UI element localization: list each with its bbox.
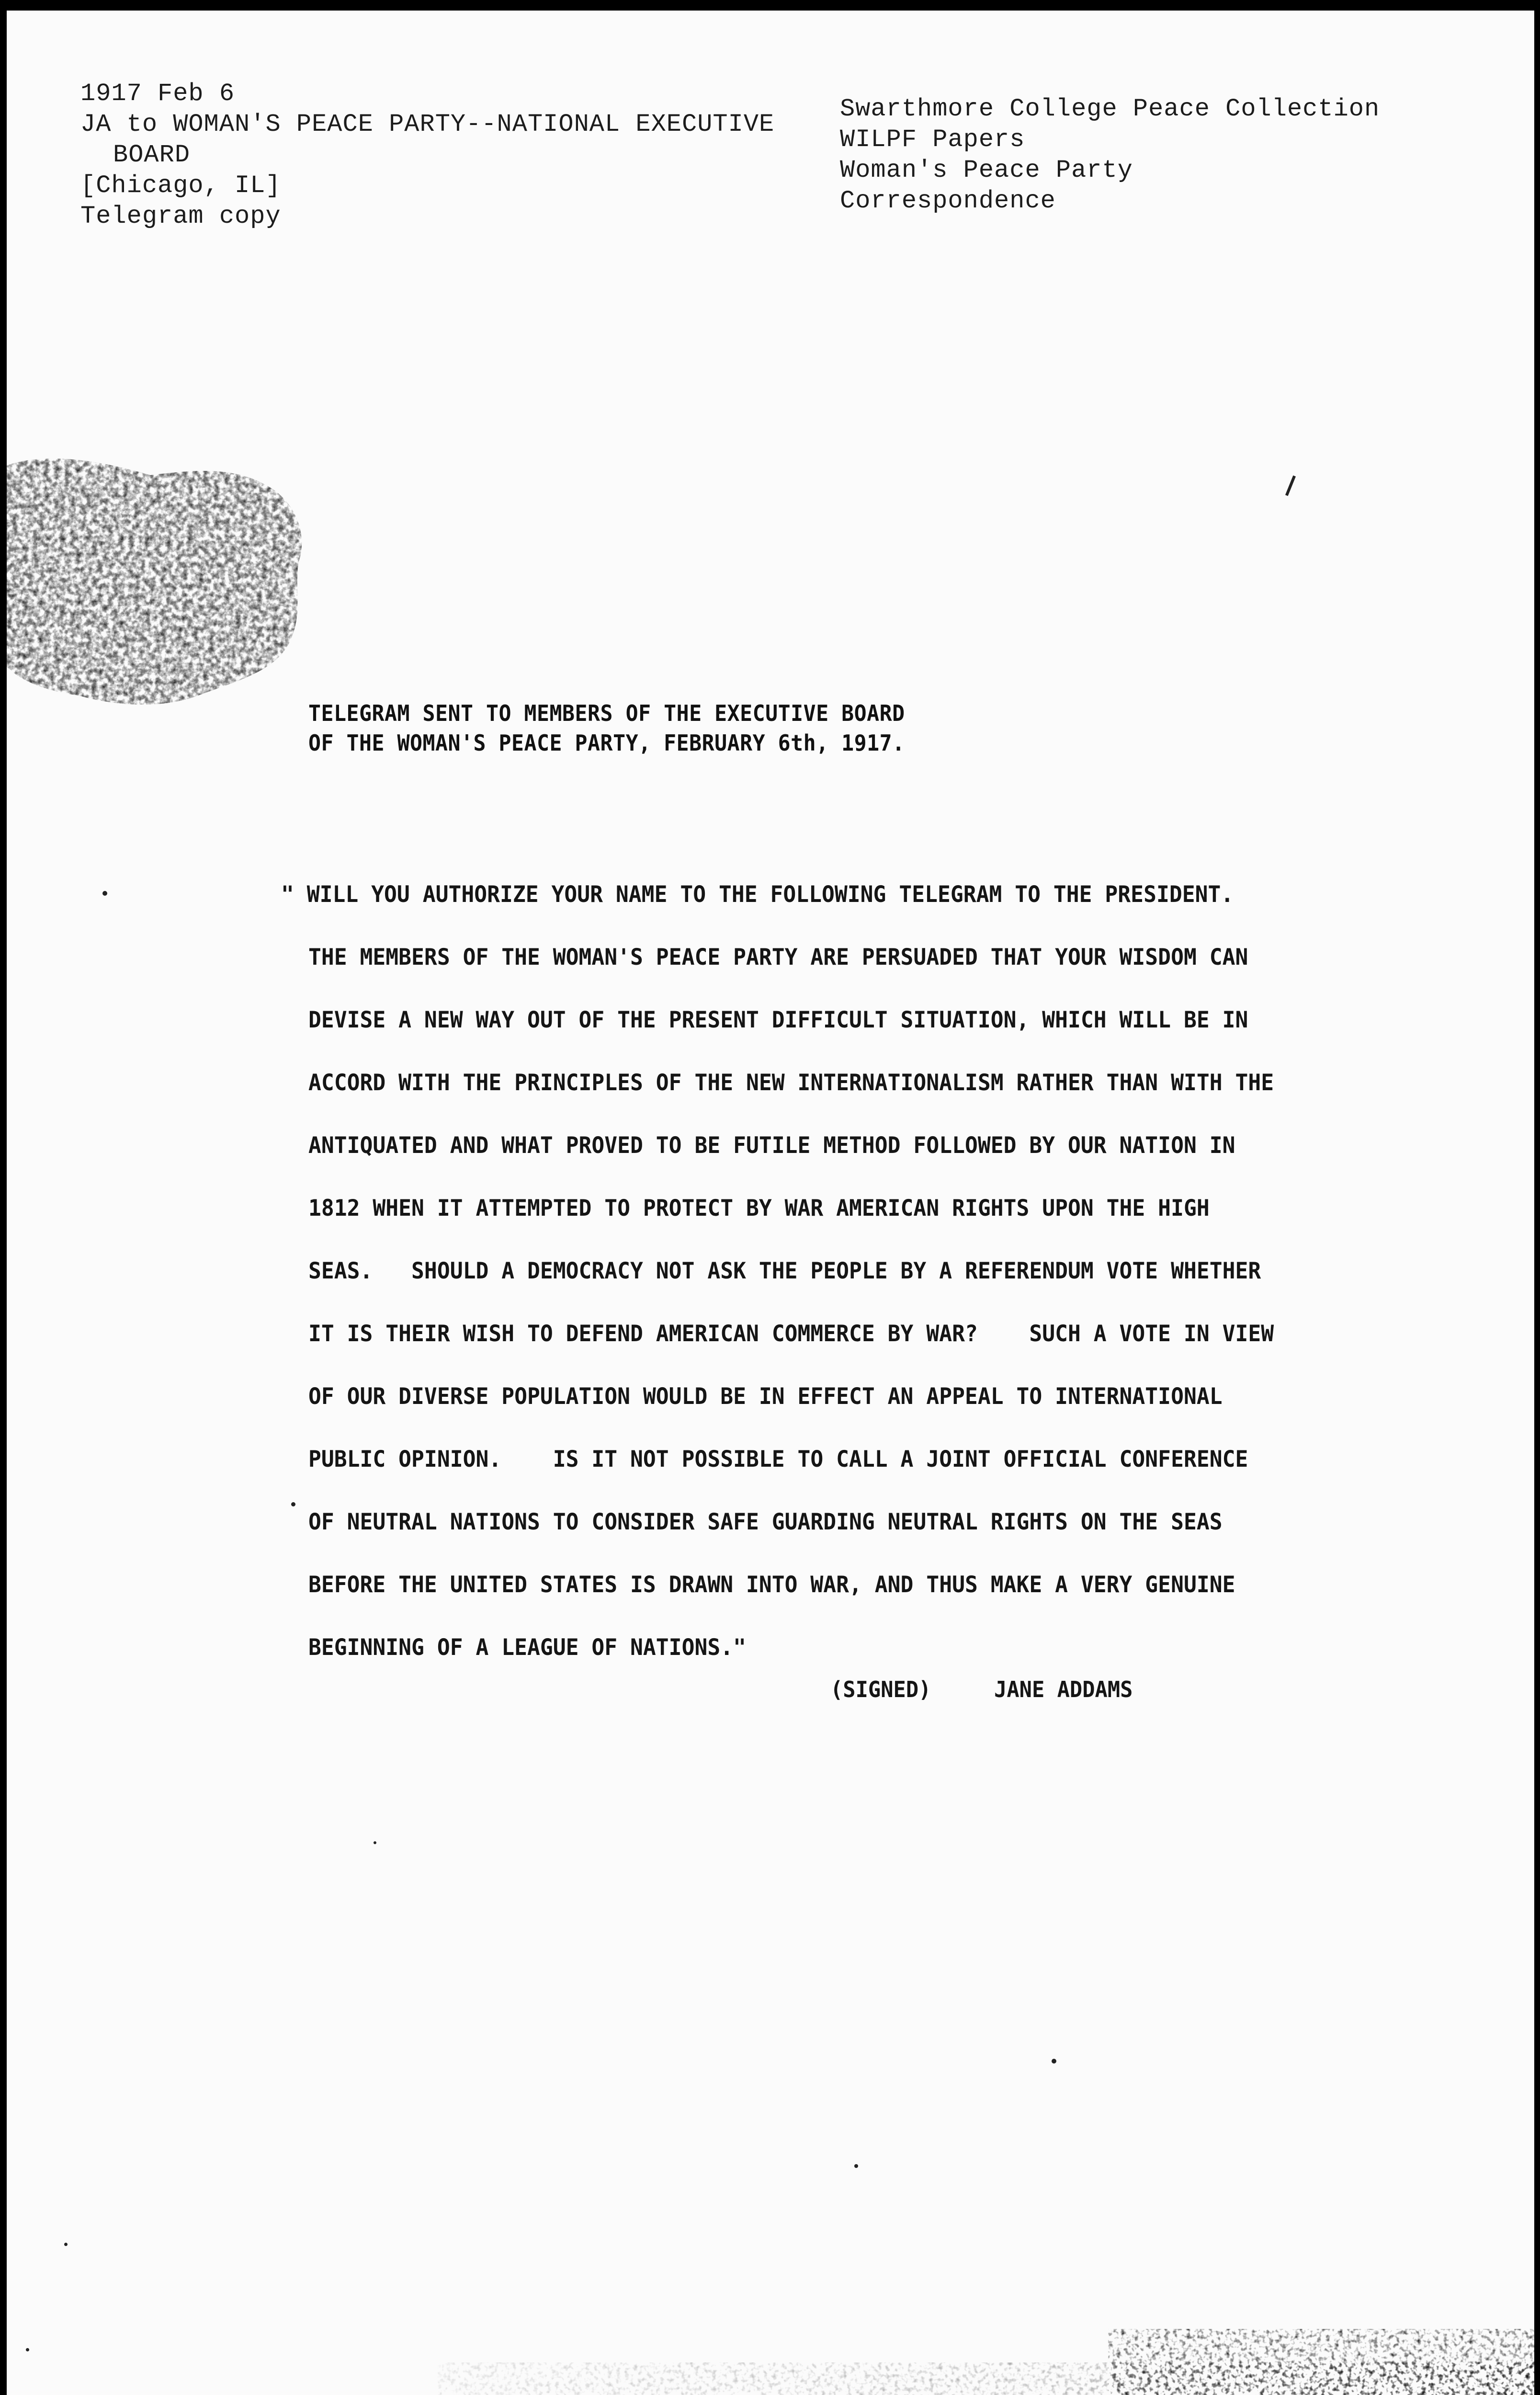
speck bbox=[1052, 2059, 1056, 2064]
telegram-line: ANTIQUATED AND WHAT PROVED TO BE FUTILE METHOD FOLLOWED BY OUR NATION IN bbox=[308, 1132, 1235, 1159]
telegram-line: SEAS. SHOULD A DEMOCRACY NOT ASK THE PEOPLE BY A REFERENDUM VOTE WHETHER bbox=[308, 1258, 1261, 1284]
speck bbox=[102, 891, 107, 896]
telegram-line: DEVISE A NEW WAY OUT OF THE PRESENT DIFFICULT SITUATION, WHICH WILL BE IN bbox=[308, 1007, 1248, 1033]
telegram-line: IT IS THEIR WISH TO DEFEND AMERICAN COMMERCE BY WAR? SUCH A VOTE IN VIEW bbox=[308, 1321, 1274, 1347]
telegram-line: PUBLIC OPINION. IS IT NOT POSSIBLE TO CALL A JOINT OFFICIAL CONFERENCE bbox=[308, 1446, 1248, 1472]
collection-name: Swarthmore College Peace Collection bbox=[840, 95, 1380, 123]
telegram-line: " WILL YOU AUTHORIZE YOUR NAME TO THE FOLLOWING TELEGRAM TO THE PRESIDENT. bbox=[281, 881, 1234, 908]
collection-subseries: Woman's Peace Party bbox=[840, 156, 1133, 184]
telegram-line: ACCORD WITH THE PRINCIPLES OF THE NEW INTERNATIONALISM RATHER THAN WITH THE bbox=[308, 1070, 1274, 1096]
archive-header-right bbox=[840, 94, 1462, 217]
document-kind: Telegram copy bbox=[80, 202, 281, 230]
speck bbox=[374, 1841, 376, 1844]
scan-noise bbox=[7, 2252, 1534, 2395]
archive-header-left bbox=[80, 79, 789, 232]
speck bbox=[64, 2243, 68, 2246]
speck bbox=[854, 2164, 858, 2168]
collection-folder: Correspondence bbox=[840, 187, 1056, 215]
heading-line: TELEGRAM SENT TO MEMBERS OF THE EXECUTIVE BOARD bbox=[308, 700, 905, 726]
signature-block bbox=[830, 1676, 1132, 1702]
telegram-line: BEFORE THE UNITED STATES IS DRAWN INTO WAR, AND THUS MAKE A VERY GENUINE bbox=[308, 1572, 1235, 1598]
telegram-line: OF OUR DIVERSE POPULATION WOULD BE IN EFFECT AN APPEAL TO INTERNATIONAL bbox=[308, 1383, 1223, 1410]
speck bbox=[291, 1502, 295, 1506]
telegram-line: THE MEMBERS OF THE WOMAN'S PEACE PARTY ARE PERSUADED THAT YOUR WISDOM CAN bbox=[308, 944, 1248, 970]
ink-stain bbox=[7, 456, 308, 715]
signed-label: (SIGNED) bbox=[830, 1676, 931, 1702]
telegram-line: 1812 WHEN IT ATTEMPTED TO PROTECT BY WAR AMERICAN RIGHTS UPON THE HIGH bbox=[308, 1195, 1210, 1221]
document-title-line2: BOARD bbox=[113, 141, 191, 169]
pen-mark bbox=[1285, 475, 1296, 496]
telegram-heading bbox=[308, 698, 1029, 758]
document-page bbox=[7, 11, 1534, 2395]
collection-series: WILPF Papers bbox=[840, 125, 1025, 154]
telegram-line: BEGINNING OF A LEAGUE OF NATIONS." bbox=[308, 1634, 746, 1661]
document-place: [Chicago, IL] bbox=[80, 171, 281, 200]
document-date: 1917 Feb 6 bbox=[80, 80, 235, 108]
telegram-line: OF NEUTRAL NATIONS TO CONSIDER SAFE GUARDING NEUTRAL RIGHTS ON THE SEAS bbox=[308, 1509, 1223, 1535]
signer-name: JANE ADDAMS bbox=[994, 1676, 1133, 1702]
document-title-line1: JA to WOMAN'S PEACE PARTY--NATIONAL EXECUTIVE bbox=[80, 110, 775, 138]
telegram-body bbox=[281, 863, 1437, 1679]
heading-line: OF THE WOMAN'S PEACE PARTY, FEBRUARY 6th, 1917. bbox=[308, 730, 905, 756]
